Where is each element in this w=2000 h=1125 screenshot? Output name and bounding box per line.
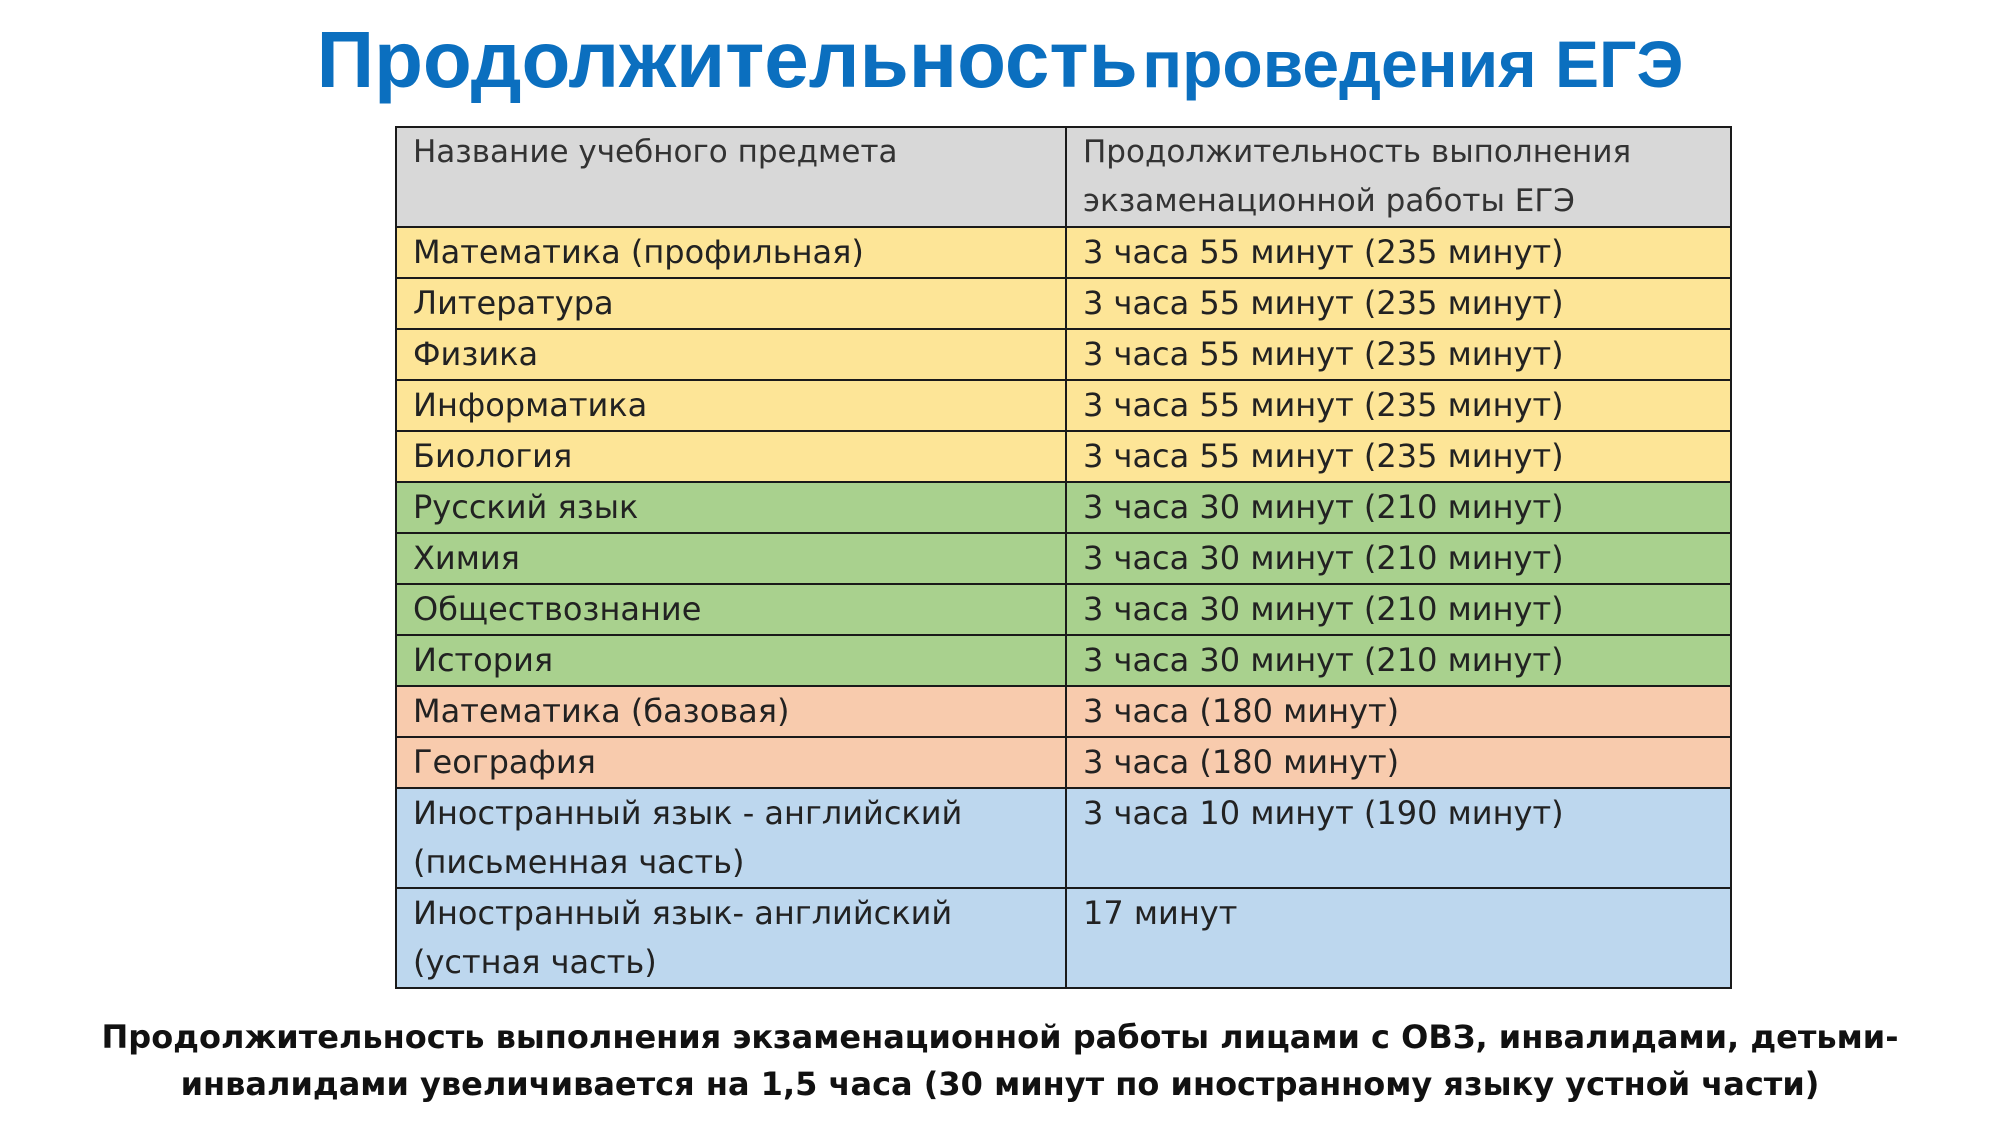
table-row (396, 737, 1731, 788)
subject-cell: Математика (базовая) (396, 686, 1066, 737)
subject-cell: Математика (профильная) (396, 227, 1066, 278)
table-row (396, 278, 1731, 329)
table-header-row (396, 127, 1731, 227)
table-row (396, 533, 1731, 584)
subject-cell: История (396, 635, 1066, 686)
page-title-main: Продолжительность (316, 15, 1138, 104)
subject-cell: География (396, 737, 1066, 788)
subject-cell: Иностранный язык- английский (устная часть) (396, 888, 1066, 988)
subject-cell: Химия (396, 533, 1066, 584)
footnote (0, 1014, 2000, 1108)
subject-cell: Физика (396, 329, 1066, 380)
duration-cell: 3 часа 30 минут (210 минут) (1066, 584, 1731, 635)
page-title-sub: проведения ЕГЭ (1142, 27, 1684, 101)
table-row (396, 431, 1731, 482)
duration-cell: 3 часа 30 минут (210 минут) (1066, 635, 1731, 686)
subject-cell: Информатика (396, 380, 1066, 431)
duration-cell: 3 часа 55 минут (235 минут) (1066, 278, 1731, 329)
table-row (396, 380, 1731, 431)
subject-cell: Русский язык (396, 482, 1066, 533)
duration-cell: 3 часа 55 минут (235 минут) (1066, 227, 1731, 278)
table-row (396, 584, 1731, 635)
subject-cell: Иностранный язык - английский (письменная часть) (396, 788, 1066, 888)
duration-cell: 3 часа 55 минут (235 минут) (1066, 380, 1731, 431)
subject-cell: Биология (396, 431, 1066, 482)
page-title (0, 16, 2000, 104)
footnote-line-1: Продолжительность выполнения экзаменационной работы лицами с ОВЗ, инвалидами, детьми- (101, 1018, 1899, 1056)
duration-cell: 3 часа 10 минут (190 минут) (1066, 788, 1731, 888)
footnote-line-2: инвалидами увеличивается на 1,5 часа (30 минут по иностранному языку устной части) (180, 1065, 1820, 1103)
table-row (396, 227, 1731, 278)
duration-cell: 17 минут (1066, 888, 1731, 988)
table-row (396, 788, 1731, 888)
duration-cell: 3 часа 55 минут (235 минут) (1066, 431, 1731, 482)
duration-cell: 3 часа (180 минут) (1066, 686, 1731, 737)
header-duration: Продолжительность выполнения экзаменационной работы ЕГЭ (1066, 127, 1731, 227)
subject-cell: Литература (396, 278, 1066, 329)
duration-cell: 3 часа (180 минут) (1066, 737, 1731, 788)
table-row (396, 888, 1731, 988)
header-subject: Название учебного предмета (396, 127, 1066, 227)
subject-cell: Обществознание (396, 584, 1066, 635)
duration-cell: 3 часа 30 минут (210 минут) (1066, 533, 1731, 584)
table-row (396, 482, 1731, 533)
duration-cell: 3 часа 30 минут (210 минут) (1066, 482, 1731, 533)
table-row (396, 635, 1731, 686)
exam-duration-table (395, 126, 1732, 989)
table-row (396, 329, 1731, 380)
table-row (396, 686, 1731, 737)
duration-cell: 3 часа 55 минут (235 минут) (1066, 329, 1731, 380)
